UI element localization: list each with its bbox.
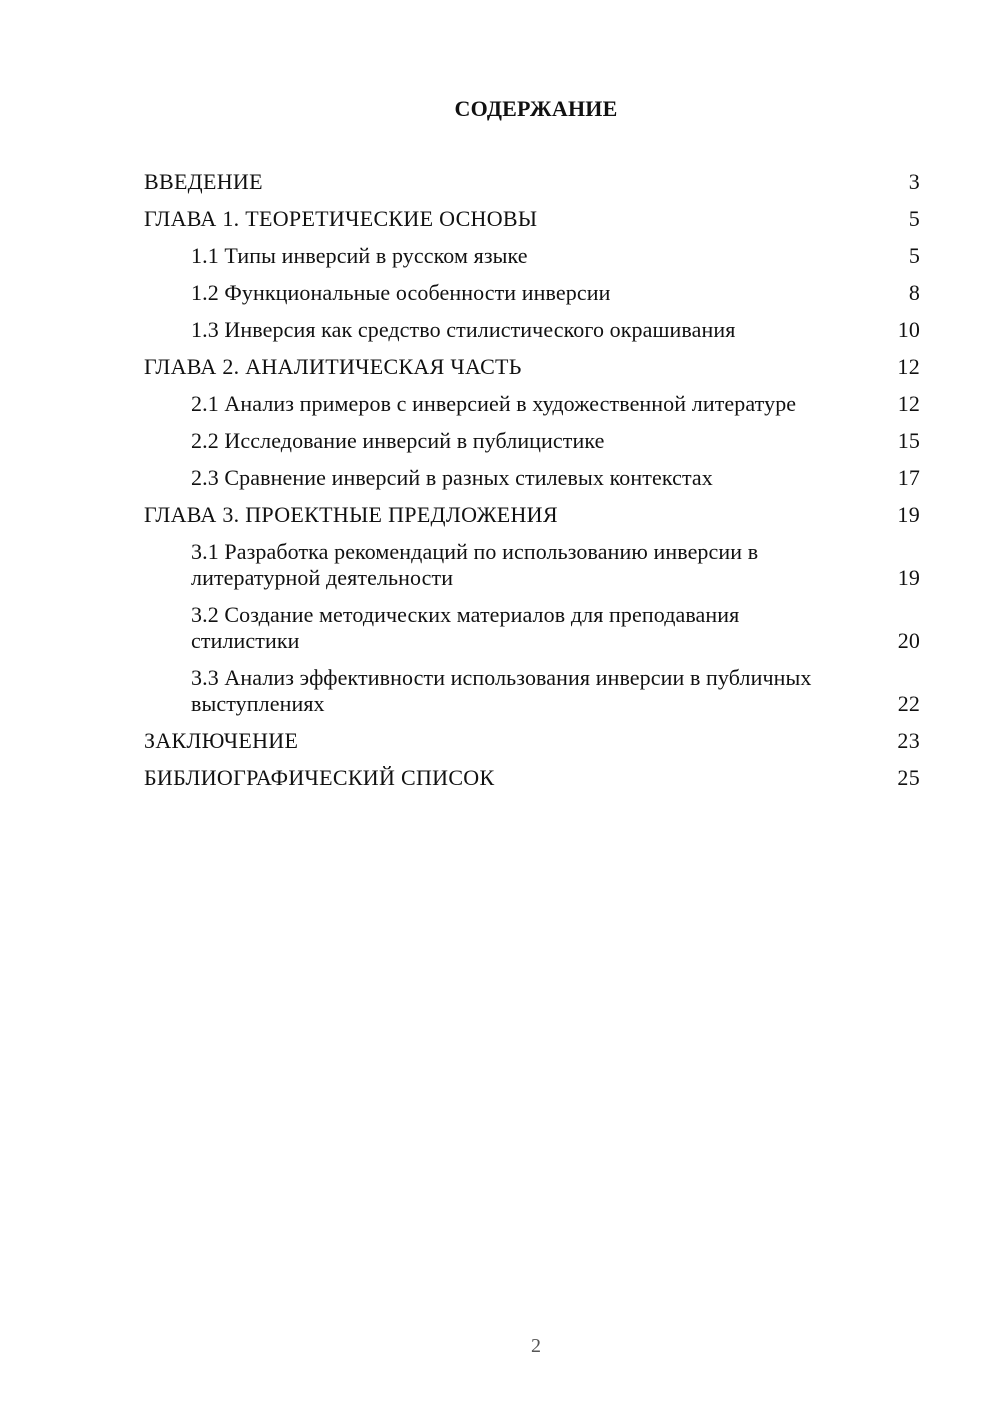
toc-entry-chapter-1[interactable]: [144, 206, 920, 232]
toc-entry-text: 1.1 Типы инверсий в русском языке: [191, 243, 528, 268]
toc-entry-section-1-3[interactable]: [144, 317, 920, 343]
toc-entry-introduction[interactable]: [144, 169, 920, 195]
toc-entry-page: 19: [897, 502, 920, 527]
toc-title: СОДЕРЖАНИЕ: [454, 96, 618, 121]
toc-entry-conclusion[interactable]: [144, 728, 920, 754]
toc-entry-page: 12: [897, 391, 920, 416]
toc-entry-text: 3.2 Создание методических материалов для преподавания стилистики: [191, 602, 740, 653]
toc-entry-section-1-1[interactable]: [144, 243, 920, 269]
toc-entry-page: 8: [908, 280, 920, 305]
toc-entry-text: 3.1 Разработка рекомендаций по использованию инверсии в литературной деятельности: [191, 539, 759, 590]
toc-entry-text: 1.2 Функциональные особенности инверсии: [191, 280, 611, 305]
toc-entry-page: 12: [897, 354, 920, 379]
toc-entry-page: 15: [897, 428, 920, 453]
toc-entry-page: 23: [897, 728, 920, 753]
toc-entry-text: ГЛАВА 2. АНАЛИТИЧЕСКАЯ ЧАСТЬ: [144, 354, 522, 379]
toc-entry-text: БИБЛИОГРАФИЧЕСКИЙ СПИСОК: [144, 765, 495, 790]
toc-entry-text: ЗАКЛЮЧЕНИЕ: [144, 728, 299, 753]
toc-entry-page: 25: [897, 765, 920, 790]
toc-entry-text: ГЛАВА 3. ПРОЕКТНЫЕ ПРЕДЛОЖЕНИЯ: [144, 502, 558, 527]
toc-entry-section-3-1[interactable]: [144, 539, 920, 591]
toc-entry-page: 3: [908, 169, 920, 194]
toc-entry-text: 2.1 Анализ примеров с инверсией в художественной литературе: [191, 391, 797, 416]
toc-entry-section-3-2[interactable]: [144, 602, 920, 654]
table-of-contents: [144, 169, 920, 802]
toc-entry-page: 19: [897, 565, 920, 590]
toc-entry-page: 5: [908, 206, 920, 231]
toc-entry-text: 2.2 Исследование инверсий в публицистике: [191, 428, 605, 453]
toc-entry-section-2-2[interactable]: [144, 428, 920, 454]
toc-entry-chapter-2[interactable]: [144, 354, 920, 380]
toc-entry-text: 2.3 Сравнение инверсий в разных стилевых контекстах: [191, 465, 713, 490]
page-number: 2: [531, 1335, 541, 1357]
toc-entry-page: 22: [897, 691, 920, 716]
toc-entry-chapter-3[interactable]: [144, 502, 920, 528]
toc-entry-page: 10: [897, 317, 920, 342]
toc-entry-bibliography[interactable]: [144, 765, 920, 791]
toc-entry-text: ГЛАВА 1. ТЕОРЕТИЧЕСКИЕ ОСНОВЫ: [144, 206, 538, 231]
toc-entry-section-1-2[interactable]: [144, 280, 920, 306]
toc-entry-text: 3.3 Анализ эффективности использования инверсии в публичных выступлениях: [191, 665, 812, 716]
toc-entry-text: ВВЕДЕНИЕ: [144, 169, 263, 194]
toc-entry-text: 1.3 Инверсия как средство стилистического окрашивания: [191, 317, 736, 342]
toc-entry-page: 17: [897, 465, 920, 490]
toc-entry-page: 5: [908, 243, 920, 268]
toc-entry-page: 20: [897, 628, 920, 653]
toc-entry-section-2-3[interactable]: [144, 465, 920, 491]
toc-entry-section-2-1[interactable]: [144, 391, 920, 417]
toc-entry-section-3-3[interactable]: [144, 665, 920, 717]
